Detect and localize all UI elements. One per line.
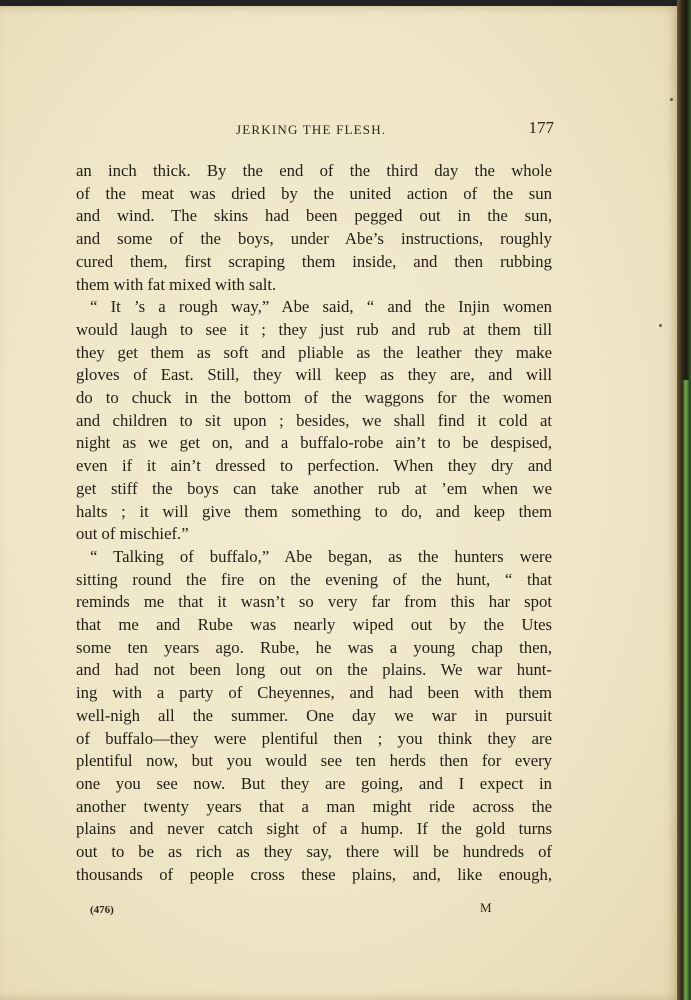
text-line: do to chuck in the bottom of the waggons for the women — [76, 388, 552, 408]
text-line: thousands of people cross these plains, and, like enough, — [76, 864, 552, 884]
text-line: and children to sit upon ; besides, we shall find it cold at — [76, 410, 552, 430]
running-title: JERKING THE FLESH. — [236, 122, 387, 137]
text-line: some ten years ago. Rube, he was a young chap then, — [76, 637, 552, 657]
book-spine — [677, 0, 691, 1000]
binding-thread — [683, 380, 689, 1000]
text-line: one you see now. But they are going, and I expect in — [76, 773, 552, 793]
text-line: out of mischief.” — [76, 524, 189, 544]
text-line: them with fat mixed with salt. — [76, 274, 277, 294]
text-line: and some of the boys, under Abe’s instructions, roughly — [76, 229, 552, 249]
page-footer — [76, 900, 552, 920]
text-line: even if it ain’t dressed to perfection. When they dry and — [76, 456, 552, 476]
text-line: would laugh to see it ; they just rub and rub at them till — [76, 319, 552, 339]
text-line: “ It ’s a rough way,” Abe said, “ and the Injin women — [90, 297, 552, 317]
text-line: and wind. The skins had been pegged out in the sun, — [76, 206, 552, 226]
text-line: well-nigh all the summer. One day we war in pursuit — [76, 705, 552, 725]
signature-mark: M — [480, 900, 492, 915]
text-line: night as we get on, and a buffalo-robe ain’t to be despised, — [76, 433, 552, 453]
text-line: gloves of East. Still, they will keep as they are, and will — [76, 365, 552, 385]
paper-speck — [670, 98, 673, 101]
signature-number: (476) — [90, 904, 114, 916]
text-line: another twenty years that a man might ride across the — [76, 796, 552, 816]
body-text — [76, 160, 552, 887]
text-line: reminds me that it wasn’t so very far from this har spot — [76, 592, 552, 612]
text-line: an inch thick. By the end of the third day the whole — [76, 161, 552, 180]
text-line: sitting round the fire on the evening of the hunt, “ that — [76, 569, 552, 589]
text-line: “ Talking of buffalo,” Abe began, as the hunters were — [90, 546, 552, 566]
text-line: cured them, first scraping them inside, and then rubbing — [76, 251, 552, 271]
text-line: of the meat was dried by the united action of the sun — [76, 183, 552, 203]
text-line: that me and Rube was nearly wiped out by the Utes — [76, 615, 552, 635]
text-line: halts ; it will give them something to do, and keep them — [76, 501, 552, 521]
text-line: and had not been long out on the plains. We war hunt- — [76, 660, 552, 680]
text-line: get stiff the boys can take another rub at ’em when we — [76, 478, 552, 498]
page-number: 177 — [528, 118, 554, 137]
text-line: they get them as soft and pliable as the leather they make — [76, 342, 552, 362]
page-header — [76, 118, 554, 142]
text-line: ing with a party of Cheyennes, and had been with them — [76, 683, 552, 703]
text-line: of buffalo—they were plentiful then ; you think they are — [76, 728, 552, 748]
text-line: out to be as rich as they say, there will be hundreds of — [76, 842, 552, 862]
text-line: plains and never catch sight of a hump. If the gold turns — [76, 819, 552, 839]
text-line: plentiful now, but you would see ten herds then for every — [76, 751, 552, 771]
paper-speck — [659, 324, 662, 327]
